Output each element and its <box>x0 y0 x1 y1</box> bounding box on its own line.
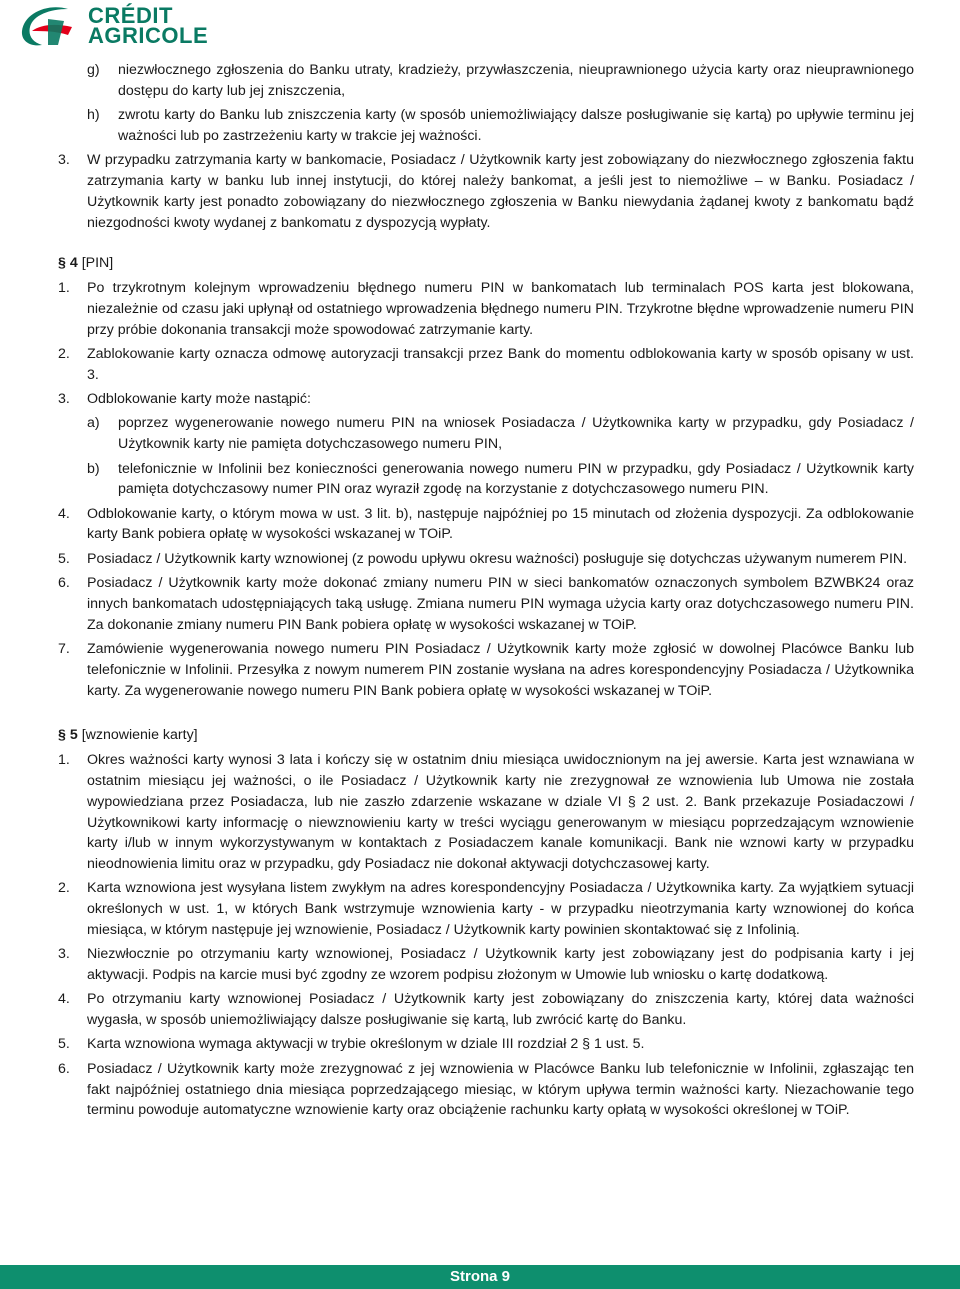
section-number: § 5 <box>58 727 78 744</box>
section-title: [PIN] <box>81 255 114 272</box>
document-body <box>58 60 914 1121</box>
list-item <box>58 150 914 233</box>
item-label: 7. <box>58 640 70 657</box>
item-label: b) <box>87 460 100 477</box>
logo-line-2: AGRICOLE <box>88 23 209 48</box>
list-item <box>58 504 914 546</box>
item-text: Karta wznowiona wymaga aktywacji w trybie określonym w dziale III rozdział 2 § 1 ust. 5. <box>87 1036 645 1053</box>
item-text: Odblokowanie karty może nastąpić: <box>87 391 311 408</box>
bank-logo <box>18 4 208 48</box>
list-item <box>58 344 914 386</box>
item-text: Posiadacz / Użytkownik karty może zrezygnować z jej wznowienia w Placówce Banku lub telefonicznie w Infolinii, zgłaszając ten fakt najpóźniej ostatniego dnia miesiąca poprzedzającego miesiąc, w którym upływa termin ważności karty. Niezachowanie tego terminu powoduje automatyczne wznowienie karty oraz obciążenie rachunku karty opłatą w wysokości określonej w TOiP. <box>87 1060 914 1119</box>
item-label: 3. <box>58 152 70 169</box>
list-item <box>58 1059 914 1121</box>
credit-agricole-logo-icon <box>18 5 80 47</box>
item-label: 1. <box>58 752 70 769</box>
item-text: Zablokowanie karty oznacza odmowę autoryzacji transakcji przez Bank do momentu odblokowania karty w sposób opisany w ust. 3. <box>87 346 914 383</box>
item-text: Po otrzymaniu karty wznowionej Posiadacz / Użytkownik karty jest zobowiązany do zniszczenia karty, której data ważności wygasła, w sposób uniemożliwiający dalsze posługiwanie się kartą, lub zwrócić kartę do Banku. <box>87 991 914 1029</box>
sub-list-item <box>58 459 914 501</box>
item-label: 1. <box>58 280 70 297</box>
item-label: 3. <box>58 391 70 408</box>
list-item <box>58 573 914 635</box>
item-label: 2. <box>58 346 70 363</box>
list-item <box>58 105 914 147</box>
section-heading-card-renewal <box>58 725 914 746</box>
list-item <box>58 278 914 340</box>
list-item <box>58 944 914 986</box>
sub-list-item <box>58 413 914 455</box>
list-item <box>58 60 914 102</box>
item-text: Posiadacz / Użytkownik karty wznowionej (z powodu upływu okresu ważności) posługuje się dotychczas używanym numerem PIN. <box>87 550 908 567</box>
item-text: zwrotu karty do Banku lub zniszczenia karty (w sposób uniemożliwiający dalsze posługiwanie się kartą) po upływie terminu jej ważności lub po zastrzeżeniu karty w trakcie jej ważności. <box>118 107 914 144</box>
section-title: [wznowienie karty] <box>81 727 198 744</box>
item-text: Niezwłocznie po otrzymaniu karty wznowionej, Posiadacz / Użytkownik karty jest zobowiązany jest do podpisania karty i jej aktywacji. Podpis na karcie musi być zgodny ze wzorem podpisu złożonym w Umowie lub wniosku o kartę dodatkową. <box>87 946 914 984</box>
list-item <box>58 549 914 570</box>
logo-line-1: CRÉDIT <box>88 3 173 28</box>
item-label: 6. <box>58 575 70 592</box>
item-label: 6. <box>58 1060 70 1077</box>
item-label: 4. <box>58 505 70 522</box>
item-text: Odblokowanie karty, o którym mowa w ust. 3 lit. b), następuje najpóźniej po 15 minutach od złożenia dyspozycji. Za odblokowanie karty Bank pobiera opłatę w wysokości wskazanej w TOiP. <box>87 505 914 543</box>
list-item <box>58 1034 914 1055</box>
logo-wordmark <box>88 3 209 48</box>
item-text: niezwłocznego zgłoszenia do Banku utraty, kradzieży, przywłaszczenia, nieuprawnionego użycia karty oraz nieuprawnionego dostępu do karty lub jej zniszczenia, <box>118 62 914 99</box>
item-label: 3. <box>58 946 70 963</box>
page-footer <box>0 1265 960 1289</box>
item-text: telefonicznie w Infolinii bez konieczności generowania nowego numeru PIN w przypadku, gdy Posiadacz / Użytkownik karty pamięta dotychczasowy numer PIN oraz wyraził zgodę na korzystanie z dotychczasowego numeru PIN. <box>118 460 914 498</box>
item-text: Karta wznowiona jest wysyłana listem zwykłym na adres korespondencyjny Posiadacza / Użytkownika karty. Za wyjątkiem sytuacji określonych w ust. 1, w których Bank wstrzymuje wznowienia karty - w przypadku nieotrzymania karty wznowionej do końca miesiąca, w którym następuje jej wznowienie, Posiadacz / Użytkownik karty powinien skontaktować się z Infolinią. <box>87 880 914 938</box>
list-item <box>58 389 914 410</box>
item-text: poprzez wygenerowanie nowego numeru PIN na wniosek Posiadacza / Użytkownika karty w przypadku, gdy Posiadacz / Użytkownik karty nie pamięta dotychczasowego numeru PIN, <box>118 415 914 453</box>
section-heading-pin <box>58 253 914 274</box>
item-label: 4. <box>58 991 70 1008</box>
section-number: § 4 <box>58 255 78 272</box>
item-label: a) <box>87 415 100 432</box>
item-text: W przypadku zatrzymania karty w bankomacie, Posiadacz / Użytkownik karty jest zobowiązany do niezwłocznego zgłoszenia faktu zatrzymania karty w banku lub innej instytucji, do której należy bankomat, a jeśli jest to niemożliwe – w Banku. Posiadacz / Użytkownik karty jest ponadto zobowiązany do niezwłocznego zgłoszenia w Banku niewydania żądanej kwoty z bankomatu bądź niezgodności kwoty wydanej z bankomatu z dyspozycją wypłaty. <box>87 152 914 231</box>
item-label: 5. <box>58 1036 70 1053</box>
item-label: g) <box>87 62 100 78</box>
item-label: 2. <box>58 880 70 897</box>
item-text: Posiadacz / Użytkownik karty może dokonać zmiany numeru PIN w sieci bankomatów oznaczonych symbolem BZWBK24 oraz innych bankomatach udostępniających taką usługę. Zmiana numeru PIN wymaga użycia karty oraz dotychczasowego numeru PIN. Za dokonanie zmiany numeru PIN Bank pobiera opłatę w wysokości wskazanej w TOiP. <box>87 575 914 633</box>
item-label: h) <box>87 107 100 124</box>
list-item <box>58 878 914 940</box>
item-text: Po trzykrotnym kolejnym wprowadzeniu błędnego numeru PIN w bankomatach lub terminalach POS karta jest blokowana, niezależnie od czasu jaki upłynął od ostatniego wprowadzenia błędnego numeru PIN. Trzykrotne błędne wprowadzenie numeru PIN przy próbie dokonania transakcji może spowodować zatrzymanie karty. <box>87 280 914 338</box>
list-item <box>58 750 914 875</box>
list-item <box>58 639 914 701</box>
item-label: 5. <box>58 550 70 567</box>
list-item <box>58 989 914 1031</box>
page-number: Strona 9 <box>449 1268 510 1285</box>
item-text: Zamówienie wygenerowania nowego numeru PIN Posiadacz / Użytkownik karty może zgłosić w dowolnej Placówce Banku lub telefonicznie w Infolinii. Przesyłka z nowym numerem PIN zostanie wysłana na adres korespondencyjny Posiadacza / Użytkownika karty. Za wygenerowanie nowego numeru PIN Bank pobiera opłatę w wysokości wskazanej w TOiP. <box>87 640 914 699</box>
item-text: Okres ważności karty wynosi 3 lata i kończy się w ostatnim dniu miesiąca uwidocznionym na jej awersie. Karta jest wznawiana w ostatnim miesiącu jej ważności, o ile Posiadacz / Użytkownik karty nie zrezygnował ze wznowienia lub Umowa nie została wypowiedziana przez Posiadacza, lub nie zaszło zdarzenie wskazane w dziale VI § 2 ust. 2. Bank przekazuje Posiadaczowi / Użytkownikowi karty informację o niewznowieniu karty w treści wyciągu generowanym w miesiącu poprzedzającym wznowienie karty i/lub w innym wykorzystywanym w kontaktach z Posiadaczem kanale komunikacji. Bank nie wznowi karty w przypadku nieodnowienia limitu oraz w przypadku, gdy Posiadacz nie dokonał aktywacji dotychczasowej karty. <box>87 752 914 873</box>
